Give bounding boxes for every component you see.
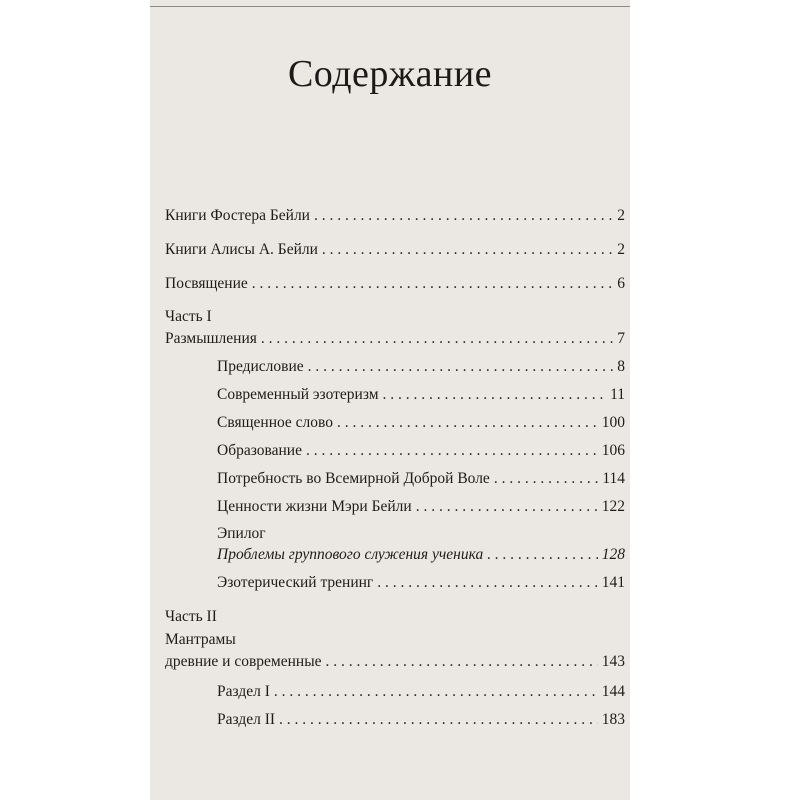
toc-entry-label: Книги Фостера Бейли	[165, 207, 310, 224]
toc-entry-page: 6	[617, 275, 625, 292]
toc-entry-page: 114	[602, 470, 625, 487]
toc-entry-label: Потребность во Всемирной Доброй Воле	[217, 470, 490, 487]
toc-entry-page: 2	[617, 241, 625, 258]
toc-entry-page: 7	[617, 330, 625, 347]
toc-entry	[217, 573, 625, 593]
toc-entry-page: 8	[617, 358, 625, 375]
toc-entry	[217, 710, 625, 730]
dot-leader	[322, 240, 613, 260]
dot-leader	[416, 497, 598, 517]
toc-entry-label: Посвящение	[165, 275, 248, 292]
toc-entry-label: Современный эзотеризм	[217, 386, 379, 403]
part-heading: Часть II	[165, 608, 217, 625]
toc-entry-page: 100	[601, 414, 625, 431]
dot-leader	[274, 682, 598, 702]
toc-entry-page: 143	[601, 653, 625, 670]
toc-entry-page: 128	[601, 546, 625, 563]
toc-entry	[217, 497, 625, 517]
dot-leader	[252, 274, 614, 294]
part-heading: Часть I	[165, 308, 212, 325]
toc-entry-page: 144	[601, 683, 625, 700]
dot-leader	[279, 710, 598, 730]
toc-entry	[165, 329, 625, 349]
toc-entry	[217, 413, 625, 433]
toc-entry	[165, 206, 625, 226]
part-title: Мантрамы	[165, 631, 236, 648]
toc-entry-label: древние и современные	[165, 653, 322, 670]
toc-entry	[165, 240, 625, 260]
toc-entry-label: Раздел II	[217, 711, 276, 728]
toc-entry-label: Эзотерический тренинг	[217, 574, 374, 591]
dot-leader	[494, 469, 598, 489]
dot-leader	[337, 413, 598, 433]
dot-leader	[308, 357, 614, 377]
dot-leader	[261, 329, 613, 349]
toc-entry-label: Раздел I	[217, 683, 270, 700]
dot-leader	[314, 206, 613, 226]
toc-entry-label: Размышления	[165, 330, 257, 347]
toc-entry	[217, 682, 625, 702]
toc-entry-label: Проблемы группового служения ученика	[217, 546, 484, 563]
toc-entry-page: 122	[601, 498, 625, 515]
page-title: Содержание	[287, 53, 493, 95]
dot-leader	[383, 385, 607, 405]
toc-entry-label: Книги Алисы А. Бейли	[165, 241, 318, 258]
section-heading: Эпилог	[217, 525, 266, 542]
toc-entry	[217, 357, 625, 377]
toc-entry	[165, 274, 625, 294]
toc-entry-label: Образование	[217, 442, 302, 459]
toc-entry-label: Ценности жизни Мэри Бейли	[217, 498, 412, 515]
toc-entry	[217, 469, 625, 489]
toc-entry-page: 106	[601, 442, 625, 459]
toc-entry-page: 2	[617, 207, 625, 224]
toc-entry-page: 141	[601, 574, 625, 591]
toc-entry-label: Священное слово	[217, 414, 334, 431]
dot-leader	[306, 441, 598, 461]
toc-entry-label: Предисловие	[217, 358, 304, 375]
toc-entry	[165, 652, 625, 672]
toc-entry	[217, 545, 625, 565]
toc-entry	[217, 441, 625, 461]
dot-leader	[377, 573, 597, 593]
dot-leader	[487, 545, 598, 565]
toc-entry-page: 183	[601, 711, 625, 728]
toc-entry	[217, 385, 625, 405]
toc-entry-page: 11	[610, 386, 625, 403]
dot-leader	[326, 652, 598, 672]
